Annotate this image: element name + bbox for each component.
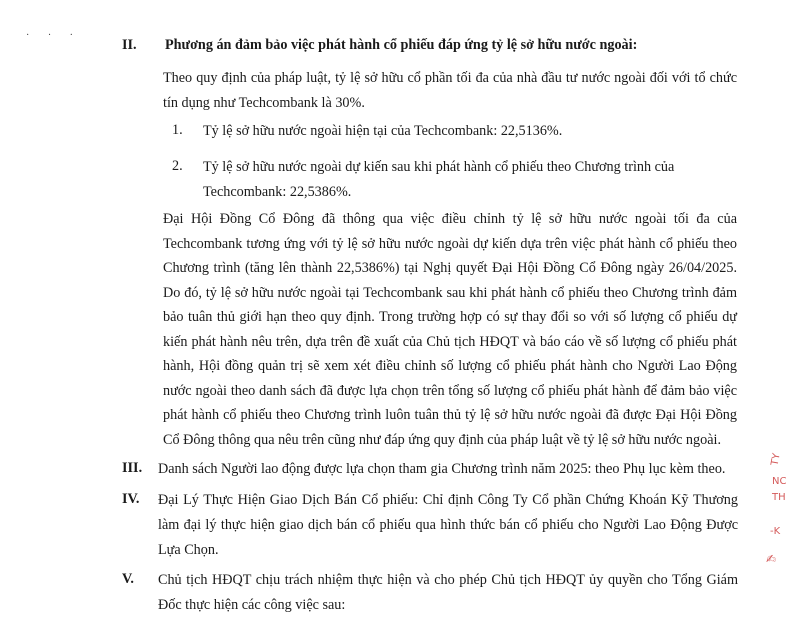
section-2-number: II. — [122, 37, 137, 53]
scan-marks: · · · — [26, 30, 81, 41]
item-2-text: Tỷ lệ sở hữu nước ngoài dự kiến sau khi phát hành cổ phiếu theo Chương trình của Techcombank: 22,5386%. — [203, 159, 675, 200]
item-2-number: 2. — [172, 158, 183, 174]
section-4-number: IV. — [122, 491, 140, 507]
section-4-text: Đại Lý Thực Hiện Giao Dịch Bán Cổ phiếu: Chỉ định Công Ty Cổ phần Chứng Khoán Kỹ Thương làm đại lý thực hiện giao dịch bán cổ phiếu qua hình thức bán cổ phiếu cho Người Lao Động Được Lựa Chọn. — [158, 492, 738, 558]
section-5-number: V. — [122, 571, 134, 587]
section-2-title: Phương án đảm bảo việc phát hành cổ phiếu đáp ứng tỷ lệ sở hữu nước ngoài: — [165, 37, 638, 53]
section-2-body: Đại Hội Đồng Cổ Đông đã thông qua việc điều chỉnh tỷ lệ sở hữu nước ngoài tối đa của Techcombank tương ứng với tỷ lệ sở hữu nước ngoài dự kiến dựa trên việc phát hành cổ phiếu theo Chương trình (tăng lên thành 22,5386%) tại Nghị quyết Đại Hội Đồng Cổ Đông ngày 26/04/2025. Do đó, tỷ lệ sở hữu nước ngoài tại Techcombank sau khi phát hành cổ phiếu theo Chương trình đảm bảo tuân thủ giới hạn theo quy định. Trong trường hợp có sự thay đổi so với số lượng cổ phiếu dự kiến phát hành nêu trên, dựa trên đề xuất của Chủ tịch HĐQT và báo cáo về số lượng cổ phiếu phát hành, Hội đồng quản trị sẽ xem xét điều chỉnh số lượng cổ phiếu phát hành cho Người Lao Động nước ngoài theo danh sách đã được lựa chọn trên tổng số lượng cổ phiếu phát hành để đảm bảo việc phát hành cổ phiếu theo Chương trình luôn tuân thủ tỷ lệ sở hữu nước ngoài đã được Đại Hội Đồng Cổ Đông thông qua nêu trên cũng như đáp ứng quy định của pháp luật về tỷ lệ sở hữu nước ngoài. — [163, 211, 737, 448]
section-3-text: Danh sách Người lao động được lựa chọn tham gia Chương trình năm 2025: theo Phụ lục kèm theo. — [158, 461, 726, 477]
section-2-intro: Theo quy định của pháp luật, tỷ lệ sở hữu cổ phần tối đa của nhà đầu tư nước ngoài đối với tổ chức tín dụng như Techcombank là 30%. — [163, 70, 737, 111]
section-5-text: Chủ tịch HĐQT chịu trách nhiệm thực hiện và cho phép Chủ tịch HĐQT ủy quyền cho Tổng Giám Đốc thực hiện các công việc sau: — [158, 572, 738, 613]
item-1-text: Tỷ lệ sở hữu nước ngoài hiện tại của Techcombank: 22,5136%. — [203, 123, 563, 139]
item-1-number: 1. — [172, 122, 183, 138]
seal-stamp-fragment: TY NC TH -K ✍ — [766, 452, 787, 566]
section-3-number: III. — [122, 460, 143, 476]
